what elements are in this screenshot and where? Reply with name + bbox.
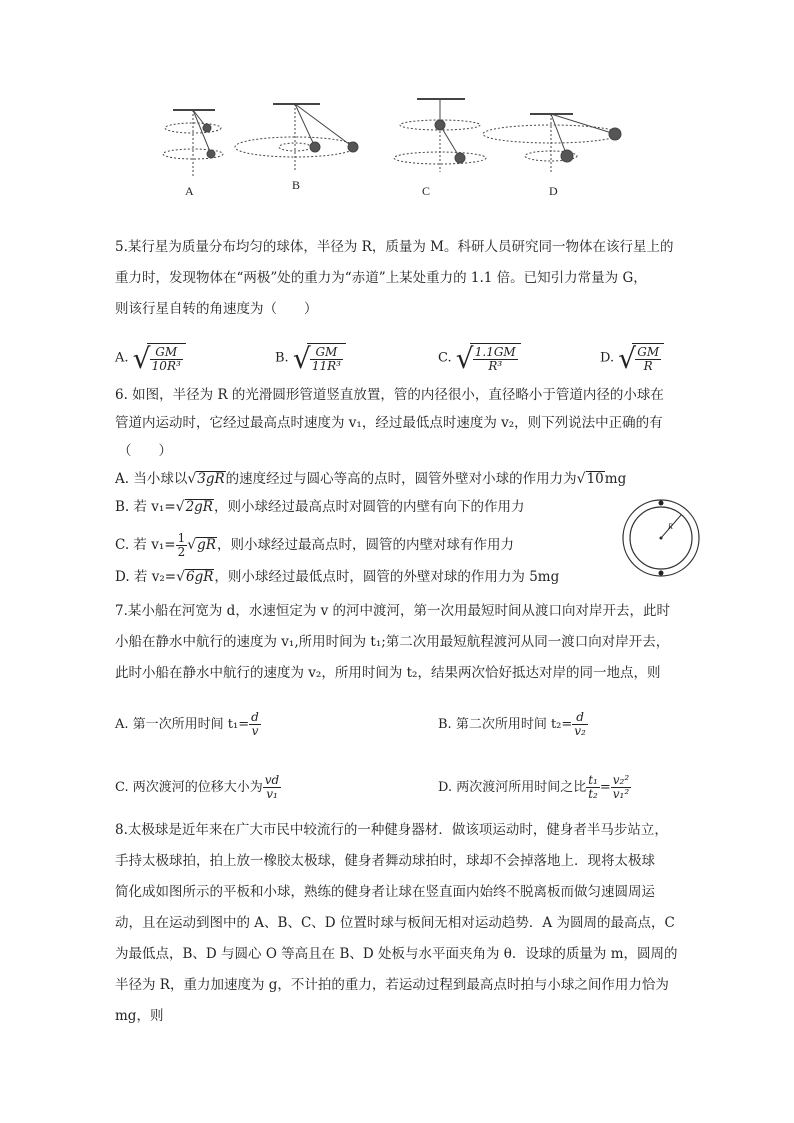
q8-line-7: mg，则 (115, 1008, 164, 1024)
q8-line-1: 8.太极球是近年来在广大市民中较流行的一种健身器材．做该项运动时，健身者半马步站立， (115, 822, 668, 838)
q7-line-1: 7.某小船在河宽为 d，水速恒定为 v 的河中渡河，第一次用最短时间从渡口向对岸开去，此时 (115, 603, 671, 619)
q6-line-3: （ ） (118, 443, 172, 459)
q6-option-a[interactable]: A. 当小球以√3gR的速度经过与圆心等高的点时，圆管外壁对小球的作用力为√10mg (115, 471, 627, 487)
caption-d: D (549, 184, 558, 198)
q6-option-d[interactable]: D. 若 v₂=√6gR，则小球经过最低点时，圆管的外壁对球的作用力为 5mg (115, 569, 560, 585)
q5-line-2: 重力时，发现物体在“两极”处的重力为“赤道”上某处重力的 1.1 倍。已知引力常量为 G， (115, 270, 647, 286)
caption-a: A (185, 184, 194, 198)
circular-tube-figure (618, 495, 704, 581)
q7-option-c[interactable]: C. 两次渡河的位移大小为 $\frac{vd}{\text{v₁}}$ (115, 773, 280, 801)
tube-radius-label: R (668, 522, 673, 531)
q8-line-6: 半径为 R，重力加速度为 g，不计拍的重力，若运动过程到最高点时拍与小球之间作用力恰为 (115, 977, 669, 993)
q6-option-c[interactable]: C. 若 v₁= $\frac{1}{2}$ √gR，则小球经过最高点时，圆管的内壁对球有作用力 (115, 531, 514, 559)
figure-c (394, 99, 486, 172)
q8-line-4: 动，且在运动到图中的 A、B、C、D 位置时球与板间无相对运动趋势．A 为圆周的最高点，C (115, 915, 675, 931)
q8-line-2: 手持太极球拍，拍上放一橡胶太极球，健身者舞动球拍时，球却不会掉落地上．现将太极球 (115, 853, 655, 869)
q6-line-2: 管道内运动时，它经过最高点时速度为 v₁，经过最低点时速度为 v₂，则下列说法中正确的有 (115, 415, 663, 431)
figure-d (483, 114, 621, 172)
pendulum-figures (155, 92, 645, 207)
q7-option-d[interactable]: D. 两次渡河所用时间之比 $\frac{\text{t₁}}{\text{t₂}}$ = $\frac{\text{v₂²}}{\text{v₁²}}$ (438, 773, 630, 801)
q5-option-d[interactable]: D. √ $\frac{GM}{R}$ (600, 343, 664, 373)
q7-line-3: 此时小船在静水中航行的速度为 v₂，所用时间为 t₂，结果两次恰好抵达对岸的同一地点，则 (115, 665, 661, 681)
q6-option-b[interactable]: B. 若 v₁=√2gR，则小球经过最高点时对圆管的内壁有向下的作用力 (115, 499, 525, 515)
figure-b (235, 104, 358, 172)
q8-line-3: 简化成如图所示的平板和小球，熟练的健身者让球在竖直面内始终不脱离板而做匀速圆周运 (115, 884, 655, 900)
q5-line-1: 5.某行星为质量分布均匀的球体，半径为 R，质量为 M。科研人员研究同一物体在该行星上的 (115, 239, 674, 255)
q7-option-b[interactable]: B. 第二次所用时间 t₂= $\frac{d}{\text{v₂}}$ (438, 710, 586, 738)
q7-option-a[interactable]: A. 第一次所用时间 t₁= $\frac{d}{v}$ (115, 710, 259, 738)
q7-line-2: 小船在静水中航行的速度为 v₁,所用时间为 t₁;第二次用最短航程渡河从同一渡口向对岸开去， (115, 634, 670, 650)
q6-line-1: 6. 如图，半径为 R 的光滑圆形管道竖直放置，管的内径很小，直径略小于管道内径的小球在 (115, 387, 664, 403)
q8-line-5: 为最低点，B、D 与圆心 O 等高且在 B、D 处板与水平面夹角为 θ．设球的质量为 m，圆周的 (115, 946, 678, 962)
q5-option-a[interactable]: A. √ $\frac{GM}{\text{10R³}}$ (115, 343, 186, 373)
caption-c: C (422, 184, 431, 198)
caption-b: B (292, 178, 301, 192)
figure-a (163, 110, 223, 177)
q5-option-b[interactable]: B. √ $\frac{GM}{\text{11R³}}$ (275, 343, 346, 373)
q5-line-3: 则该行星自转的角速度为（ ） (115, 301, 318, 317)
q5-option-c[interactable]: C. √ $\frac{1.1GM}{\text{R³}}$ (438, 343, 521, 373)
